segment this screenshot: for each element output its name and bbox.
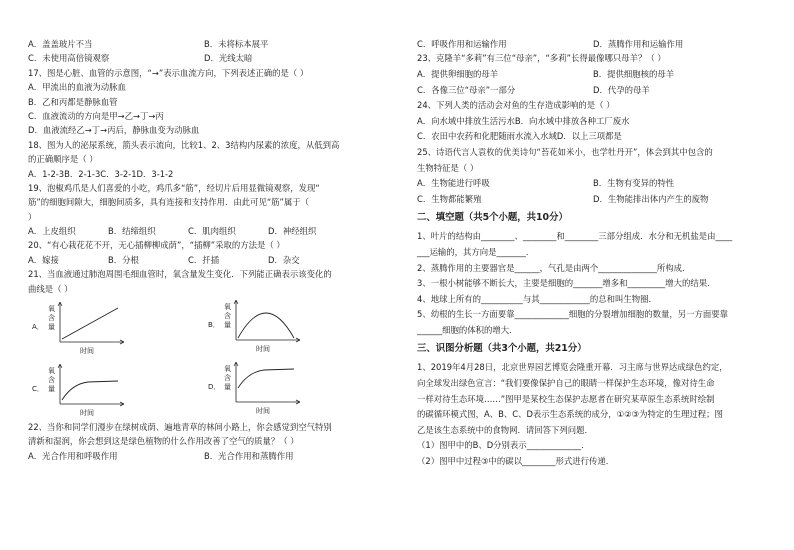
graph-b-label: B． — [208, 321, 220, 330]
section-fill-in-heading: 二、填空题（共5个小题，共10分） — [417, 212, 568, 224]
graph-a-label: A． — [32, 323, 44, 332]
graph-d-ylabel-1: 氧 — [224, 365, 231, 374]
fill-q5-line2: ______细胞的体积的增大． — [417, 324, 518, 335]
diagram-q1-line2: 向全球发出绿色宣言：“我们要像保护自己的眼睛一样保护生态环境，像对待生命 — [417, 378, 715, 389]
q23-stem: 23、克隆羊“多莉”有三位“母亲”，“多莉”长得最像哪只母羊？（ ） — [417, 53, 666, 64]
graph-d-curve — [238, 369, 294, 388]
graph-c-label: C． — [32, 385, 44, 394]
fill-q4: 4、地球上所有的__________与其____________的总和叫生物圈． — [417, 293, 657, 304]
graph-c-xlabel: 时间 — [80, 409, 94, 418]
q21-stem-line2: 曲线是（ ） — [28, 283, 73, 294]
diagram-q1-line1: 1、2019年4月28日，北京世界园艺博览会隆重开幕．习主席与世界达成绿色约定， — [417, 362, 728, 373]
option-c: C．扦插 — [188, 254, 219, 265]
option-b: B．提供细胞核的母羊 — [593, 68, 675, 79]
graph-b-xlabel: 时间 — [256, 345, 270, 354]
graph-a-ylabel-1: 氧 — [48, 305, 55, 314]
section-diagram-heading: 三、识图分析题（共3个小题，共21分） — [417, 343, 587, 355]
q17-option-d: D．血液流经乙→丁→丙后，静脉血变为动脉血 — [28, 125, 200, 136]
option-d: D．杂交 — [268, 254, 300, 265]
graph-b-ylabel-1: 氧 — [224, 303, 231, 312]
graph-c-ylabel-2: 含 — [48, 376, 55, 385]
graph-d — [204, 358, 314, 416]
option-b: B．结缔组织 — [108, 226, 156, 237]
option-d: D．光线太暗 — [204, 53, 253, 64]
option-c: C．肌肉组织 — [188, 226, 236, 237]
q25-stem-line1: 25、诗语代言人袁枚的优美诗句“苔花如米小，也学牡丹开”，体会到其中包含的 — [417, 146, 713, 157]
q22-options-ab — [28, 449, 400, 463]
graph-d-xlabel: 时间 — [256, 407, 270, 416]
fill-q5-line1: 5、幼根的生长一方面要靠_____________细胞的分裂增加细胞的数量，另一方面要靠 — [417, 309, 729, 320]
graph-b-ylabel-2: 含 — [224, 312, 231, 321]
graph-c-ylabel-3: 量 — [48, 385, 55, 394]
option-c: C．生物都能繁殖 — [417, 193, 482, 204]
option-b: B．生物有变异的特性 — [593, 178, 675, 189]
option-a: A．上皮组织 — [28, 226, 76, 237]
graph-d-ylabel-2: 含 — [224, 374, 231, 383]
diagram-q1-line3: 一样对待生态环境……”图甲是某校生态保护志愿者在研究某草原生态系统时绘制 — [417, 393, 715, 404]
option-d: D．蒸腾作用和运输作用 — [593, 39, 684, 49]
q25-stem-line2: 生物特征是（ ） — [417, 162, 479, 173]
q21-stem-line1: 21、当血液通过肺泡周围毛细血管时，氧含量发生变化．下列能正确表示该变化的 — [28, 269, 332, 280]
q17-stem: 17、图是心脏、血管的示意图，“→”表示血流方向，下列表述正确的是（ ） — [28, 67, 309, 78]
q22-stem-line1: 22、当你和同学们漫步在绿树成荫、遍地青草的林间小路上，你会感觉到空气特别 — [28, 422, 332, 433]
option-d: D．代孕的母羊 — [593, 84, 650, 95]
graph-a-ylabel-3: 量 — [48, 323, 55, 332]
option-a: A．嫁接 — [28, 254, 59, 265]
q18-stem-line1: 18、图为人的泌尿系统，箭头表示流向，比较1、2、3结构内尿素的浓度，从低到高 — [28, 139, 340, 150]
diagram-q1-sub2: （2）图甲中过程③中的碳以________形式进行传递． — [417, 456, 615, 467]
option-c: C．各像三位“母亲”一部分 — [417, 84, 516, 95]
q19-options — [28, 224, 400, 238]
graph-a-ylabel-2: 含 — [48, 314, 55, 323]
fill-q1-line2: ___运输的，其方向是_______． — [417, 246, 535, 257]
q18-stem-line2: 的正确顺序是（ ） — [28, 154, 98, 165]
fill-q1-line1: 1、叶片的结构由________、________和________三部分组成．水分和无机盐是由____ — [417, 231, 733, 242]
option-d: D．生物能排出体内产生的废物 — [593, 193, 709, 204]
diagram-q1-line4: 的碳循环模式图，A、B、C、D表示生态系统的成分，①②③为特定的生理过程；图 — [417, 409, 723, 420]
q25-options-ab — [417, 176, 789, 192]
graph-b-curve — [238, 313, 294, 338]
option-a: A．盖盖玻片不当 — [28, 39, 93, 49]
graph-c-ylabel-1: 氧 — [48, 367, 55, 376]
graph-c — [28, 360, 138, 418]
q23-options-ab — [417, 67, 789, 83]
q20-options — [28, 253, 400, 267]
graph-d-ylabel-3: 量 — [224, 383, 231, 392]
q19-stem-line3: ） — [28, 211, 37, 222]
q20-stem: 20、“有心栽花花不开，无心插柳柳成荫”，“插柳”采取的方法是（ ） — [28, 240, 285, 251]
q16-options-ab — [28, 37, 400, 51]
q17-option-a: A．甲流出的血液为动脉血 — [28, 82, 126, 93]
diagram-q1-sub1: （1）图甲中的B、D分别表示_____________． — [417, 440, 590, 451]
right-column — [417, 37, 789, 470]
fill-q3: 3、一根小树能够不断长大，主要是细胞的_______增多和_________增大的结果． — [417, 278, 716, 289]
option-a: A．提供卵细胞的母羊 — [417, 68, 499, 79]
q24-options-cd: C．农田中农药和化肥随雨水流入水域D．以上三项都是 — [417, 131, 622, 142]
q16-options-cd — [28, 51, 400, 65]
q25-options-cd — [417, 192, 789, 208]
graph-a — [28, 298, 138, 356]
graph-a-xlabel: 时间 — [80, 347, 94, 356]
option-b: B．未将标本展平 — [204, 39, 269, 49]
q17-option-c: C．血液流动的方向是甲→乙→丁→丙 — [28, 110, 164, 121]
fill-q2: 2、蒸腾作用的主要器官是______，气孔是由两个______________所构成． — [417, 262, 691, 273]
q17-option-b: B．乙和丙都是静脉血管 — [28, 96, 118, 107]
graph-d-label: D． — [208, 383, 221, 392]
q19-stem-line2: 筋”的细胞间隙大，细胞间质多，具有连接和支持作用．由此可见“筋”属于（ — [28, 197, 310, 208]
diagram-q1-line5: 乙是该生态系统中的食物网．请回答下列问题． — [417, 424, 593, 435]
graph-a-curve — [62, 308, 118, 339]
graph-c-curve — [62, 381, 118, 400]
option-c: C．未使用高倍镜观察 — [28, 53, 110, 64]
option-b: B．光合作用和蒸腾作用 — [204, 450, 294, 461]
q22-options-cd — [417, 37, 789, 51]
q24-stem: 24、下列人类的活动会对鱼的生存造成影响的是（ ） — [417, 100, 615, 111]
q22-stem-line2: 清新和湿润，你会想到这是绿色植物的什么作用改善了空气的质量？（ ） — [28, 436, 299, 447]
q21-graphs — [28, 296, 400, 420]
graph-b-ylabel-3: 量 — [224, 321, 231, 330]
left-column — [28, 37, 400, 463]
option-b: B．分根 — [108, 254, 139, 265]
option-a: A．光合作用和呼吸作用 — [28, 450, 118, 461]
option-a: A．生物能进行呼吸 — [417, 178, 490, 189]
q23-options-cd — [417, 83, 789, 99]
option-d: D．神经组织 — [268, 226, 317, 237]
q18-options: A．1-2-3B．2-1-3C．3-2-1D．3-1-2 — [28, 168, 174, 179]
q24-options-ab: A．向水域中排放生活污水B．向水域中排放各种工厂废水 — [417, 115, 630, 126]
graph-b — [204, 296, 314, 354]
q19-stem-line1: 19、泡椒鸡爪是人们喜爱的小吃，鸡爪多“筋”，经切片后用显微镜观察，发现“ — [28, 182, 320, 193]
option-c: C．呼吸作用和运输作用 — [417, 39, 507, 49]
